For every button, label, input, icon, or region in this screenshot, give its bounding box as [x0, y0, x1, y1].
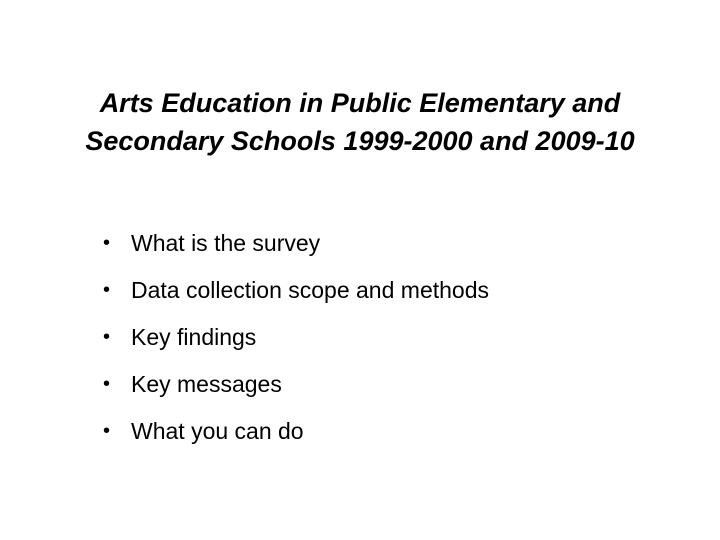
bullet-text: What is the survey: [131, 230, 321, 256]
bullet-dot-icon: •: [103, 279, 111, 301]
bullet-dot-icon: •: [103, 420, 111, 442]
bullet-text: Key findings: [131, 324, 257, 350]
bullet-list: [101, 220, 489, 455]
bullet-item-survey: [101, 220, 489, 267]
slide-title-line-2: Secondary Schools 1999-2000 and 2009-10: [85, 126, 635, 156]
bullet-text: Data collection scope and methods: [131, 277, 489, 303]
bullet-item-key-messages: [101, 361, 489, 408]
slide-title: [20, 84, 700, 160]
bullet-dot-icon: •: [103, 373, 111, 395]
bullet-item-data-collection: [101, 267, 489, 314]
bullet-item-what-you-can-do: [101, 408, 489, 455]
bullet-text: What you can do: [131, 418, 304, 444]
bullet-item-key-findings: [101, 314, 489, 361]
slide-title-line-1: Arts Education in Public Elementary and: [99, 88, 621, 118]
bullet-text: Key messages: [131, 371, 282, 397]
bullet-dot-icon: •: [103, 232, 111, 254]
bullet-dot-icon: •: [103, 326, 111, 348]
